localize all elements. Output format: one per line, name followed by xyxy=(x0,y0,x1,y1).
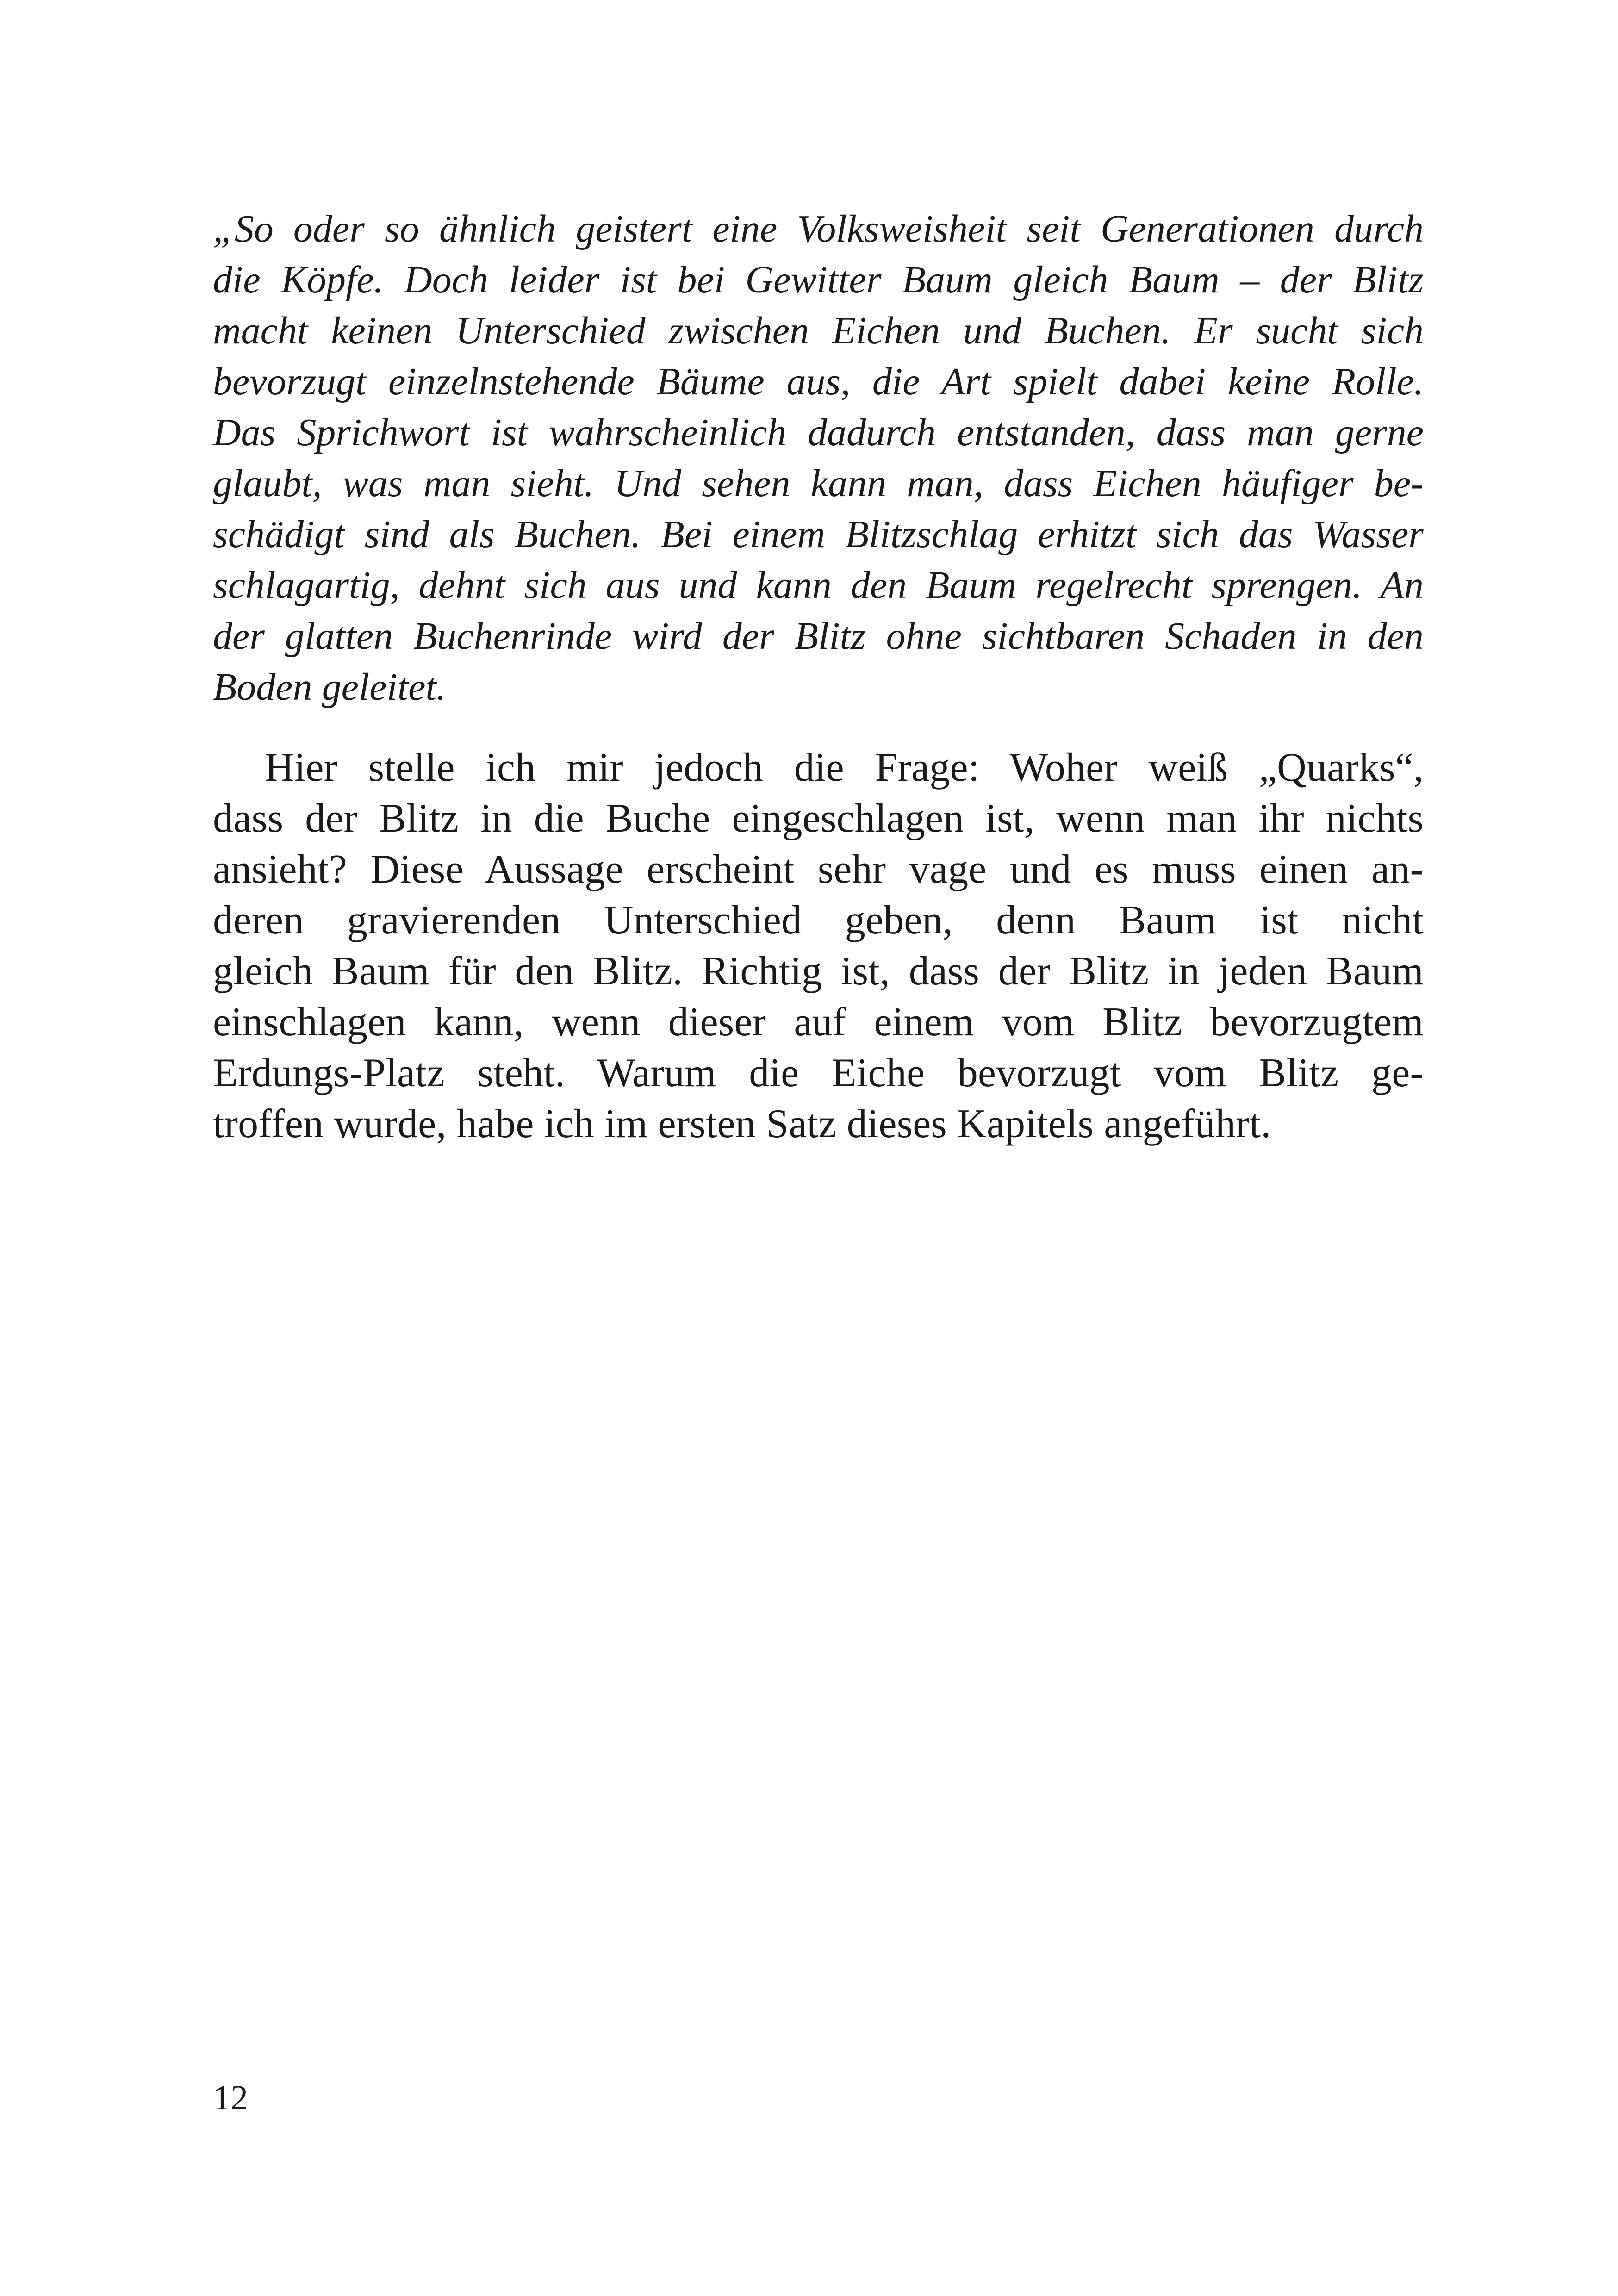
body-line: einschlagen kann, wenn dieser auf einem vom Blitz bevorzugtem xyxy=(213,1000,1424,1045)
quote-line: bevorzugt einzelnstehende Bäume aus, die Art spielt dabei keine Rolle. xyxy=(213,360,1424,403)
body-line: ansieht? Diese Aussage erscheint sehr vage und es muss einen an- xyxy=(213,847,1424,892)
quote-line: macht keinen Unterschied zwischen Eichen und Buchen. Er sucht sich xyxy=(213,309,1424,352)
body-paragraph xyxy=(213,742,1424,1150)
quote-line: schädigt sind als Buchen. Bei einem Blitzschlag erhitzt sich das Wasser xyxy=(213,513,1424,556)
body-line: Erdungs-Platz steht. Warum die Eiche bevorzugt vom Blitz ge- xyxy=(213,1051,1424,1095)
body-line: gleich Baum für den Blitz. Richtig ist, dass der Blitz in jeden Baum xyxy=(213,949,1424,994)
page-text xyxy=(213,204,1424,1150)
quote-line: Boden geleitet. xyxy=(213,666,446,709)
quote-line: schlagartig, dehnt sich aus und kann den Baum regelrecht sprengen. An xyxy=(213,564,1424,607)
quote-line: glaubt, was man sieht. Und sehen kann man, dass Eichen häufiger be- xyxy=(213,462,1424,505)
quote-line: die Köpfe. Doch leider ist bei Gewitter Baum gleich Baum – der Blitz xyxy=(213,258,1424,301)
body-line: Hier stelle ich mir jedoch die Frage: Woher weiß „Quarks“, xyxy=(265,745,1424,790)
body-line: troffen wurde, habe ich im ersten Satz dieses Kapitels angeführt. xyxy=(213,1101,1271,1146)
body-line: deren gravierenden Unterschied geben, denn Baum ist nicht xyxy=(213,898,1424,943)
page-number: 12 xyxy=(213,2078,248,2117)
quote-line: Das Sprichwort ist wahrscheinlich dadurch entstanden, dass man gerne xyxy=(213,411,1424,454)
body-line: dass der Blitz in die Buche eingeschlagen ist, wenn man ihr nichts xyxy=(213,796,1424,841)
quote-paragraph xyxy=(213,204,1424,713)
quote-line: „So oder so ähnlich geistert eine Volksweisheit seit Generationen durch xyxy=(213,207,1424,250)
quote-line: der glatten Buchenrinde wird der Blitz ohne sichtbaren Schaden in den xyxy=(213,615,1424,658)
